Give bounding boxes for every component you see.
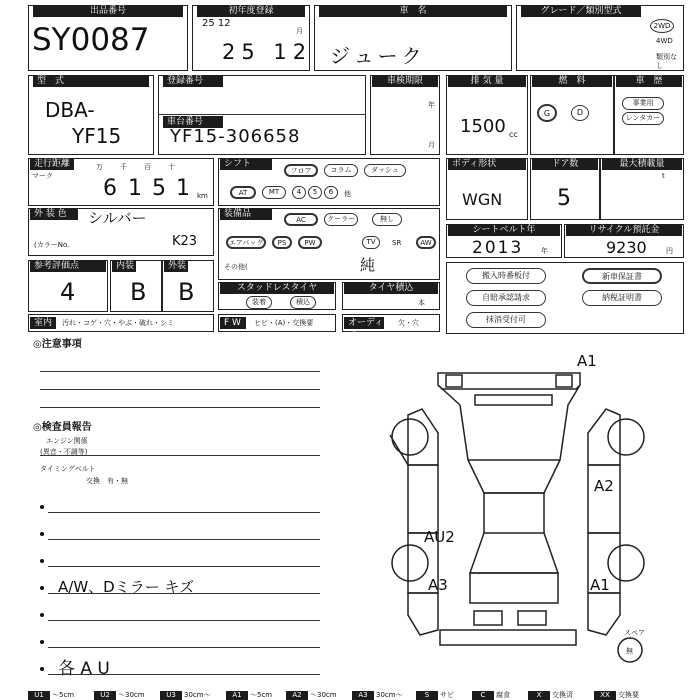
- equip-airbag-option: エアバッグ: [226, 236, 266, 249]
- type-label: 型 式: [33, 75, 149, 87]
- grade-label: グレード／類別型式: [521, 5, 641, 17]
- legend-val-a2: ～30cm: [310, 691, 337, 699]
- equip-ac-option: AC: [284, 213, 318, 226]
- studless-loaded-option: 積込: [290, 296, 316, 309]
- equip-aw-option: AW: [416, 236, 436, 249]
- fw-items: ヒビ・(A)・交換要: [254, 319, 314, 327]
- first-reg-month-suffix: 月: [296, 27, 303, 35]
- model-name-value: ジューク: [330, 44, 426, 68]
- fuel-g-option: G: [537, 104, 557, 122]
- mileage-digit-1: 6: [103, 176, 117, 201]
- equip-other-value: 純: [360, 256, 376, 274]
- caution-line-2: [40, 389, 320, 390]
- type-value-line2: YF15: [72, 124, 122, 148]
- inspection-month-label: 月: [428, 141, 435, 149]
- caution-title: ◎注意事項: [33, 339, 82, 350]
- damage-mark-left-rear: A3: [428, 576, 448, 594]
- roof: [484, 493, 544, 533]
- report-line-1: [48, 512, 320, 513]
- fuel-label: 燃 料: [532, 75, 612, 87]
- shift-at-option: AT: [230, 186, 256, 199]
- history-label: 車 歴: [616, 75, 682, 87]
- bonnet: [460, 385, 580, 460]
- equip-ps-option: PS: [272, 236, 292, 249]
- legend-key-u1: U1: [28, 691, 50, 700]
- right-front-wheel: [608, 419, 644, 455]
- legend-key-u3: U3: [160, 691, 182, 700]
- right-front-fender: [588, 409, 620, 465]
- history-business-option: 事業用: [622, 97, 664, 110]
- report-line-6: [48, 647, 320, 648]
- score-value: 4: [60, 278, 76, 306]
- audio-items: 欠・穴: [398, 319, 419, 327]
- lot-number-label: 出品番号: [33, 5, 183, 17]
- spare-label: スペア: [624, 629, 645, 637]
- fuel-d-option: D: [571, 105, 589, 121]
- capacity-unit: t: [662, 172, 665, 180]
- handwritten-note-1: A/W、Dミラー キズ: [58, 578, 195, 596]
- interior-condition-items: 汚れ・コゲ・穴・やぶ・破れ・シミ: [62, 319, 174, 327]
- shift-gear-5: 5: [308, 186, 322, 199]
- belt-label: シートベルト年: [448, 224, 560, 236]
- color-code-value: K23: [172, 234, 198, 249]
- bullet-3: [40, 559, 44, 563]
- model-name-label: 車 名: [319, 5, 507, 17]
- equip-sr-option: SR: [392, 239, 402, 247]
- doc-cancel-button: 抹消受付可: [466, 312, 546, 328]
- score-label: 参考評価点: [30, 260, 106, 272]
- equip-tv-option: TV: [362, 236, 380, 249]
- shift-floor-option: フロア: [284, 164, 318, 177]
- reg-divider: [158, 114, 366, 115]
- inspection-label: 車検期限: [372, 75, 438, 87]
- left-front-fender: [408, 409, 438, 465]
- legend-key-a2: A2: [286, 691, 308, 700]
- doors-label: ドア数: [532, 158, 598, 170]
- bullet-1: [40, 505, 44, 509]
- interior-score-value: B: [130, 278, 147, 306]
- capacity-label: 最大積載量: [602, 158, 682, 170]
- recycle-label: リサイクル預託金: [566, 224, 682, 236]
- bullet-6: [40, 640, 44, 644]
- drive-4wd-label: 4WD: [656, 37, 673, 45]
- mileage-unit-ju: 十: [168, 163, 175, 171]
- chassis-value: YF15-306658: [170, 126, 301, 147]
- displacement-box: [446, 75, 528, 155]
- rear-window: [470, 533, 558, 573]
- reg-number-label: 登録番号: [163, 75, 223, 87]
- report-line-4: [48, 593, 320, 594]
- first-reg-bottom: 25 12: [222, 40, 313, 64]
- doors-value: 5: [557, 186, 571, 211]
- lot-number-value: SY0087: [32, 22, 150, 58]
- belt-unit: 年: [541, 247, 548, 255]
- interior-score-label: 内装: [112, 260, 136, 272]
- bullet-5: [40, 613, 44, 617]
- displacement-unit: cc: [509, 130, 518, 139]
- engine-sub: (異音・不調等): [40, 448, 88, 456]
- color-code-label: (カラーNo.: [34, 241, 70, 249]
- legend-val-u1: ～5cm: [52, 691, 75, 699]
- report-line-2: [48, 539, 320, 540]
- shift-gear-4: 4: [292, 186, 306, 199]
- doc-plate-button: 搬入時番板付: [466, 268, 546, 284]
- displacement-value: 1500: [460, 116, 506, 137]
- belt-value: 2013: [472, 238, 524, 258]
- legend-key-c: C: [472, 691, 494, 700]
- mileage-km-unit: km: [197, 192, 208, 200]
- damage-mark-front: A1: [577, 352, 597, 370]
- handwritten-note-2: 各 A U: [58, 659, 110, 679]
- front-grille: [475, 395, 552, 405]
- caution-line-3: [40, 407, 320, 408]
- tire-unit: 本: [418, 299, 425, 307]
- mileage-unit-man: 万: [96, 163, 103, 171]
- drive-2wd-mark: 2WD: [650, 19, 674, 33]
- engine-line: [40, 455, 320, 456]
- doc-insurance-button: 自賠承認請求: [466, 290, 546, 306]
- inspection-year-label: 年: [428, 101, 435, 109]
- audio-label: オーディオ: [344, 317, 384, 329]
- engine-label: エンジン関係: [46, 437, 88, 445]
- color-value: シルバー: [88, 209, 147, 227]
- report-line-5: [48, 620, 320, 621]
- fw-label: F W: [220, 317, 246, 329]
- left-front-door: [408, 465, 438, 533]
- report-line-3: [48, 566, 320, 567]
- inspector-title: ◎検査員報告: [33, 422, 92, 433]
- doc-tax-button: 納税証明書: [582, 290, 662, 306]
- bullet-7: [40, 667, 44, 671]
- shift-gear-other: 他: [344, 190, 351, 198]
- bullet-2: [40, 532, 44, 536]
- rear-bumper: [440, 630, 576, 645]
- tire-label: タイヤ積込: [344, 282, 438, 294]
- legend-val-u2: ～30cm: [118, 691, 145, 699]
- legend-val-x: 交換済: [552, 691, 573, 699]
- body-label: ボディ形状: [448, 158, 526, 170]
- damage-mark-right-rear: A1: [590, 576, 610, 594]
- caution-line-1: [40, 371, 320, 372]
- exterior-score-value: B: [178, 278, 195, 306]
- studless-mounted-option: 装着: [246, 296, 272, 309]
- first-reg-label: 初年度登録: [197, 5, 305, 17]
- equip-none-option: 無し: [372, 213, 402, 226]
- type-value-line1: DBA-: [45, 98, 95, 122]
- legend-val-c: 腐食: [496, 691, 510, 699]
- recycle-unit: 円: [666, 247, 673, 255]
- damage-mark-right-front: A2: [594, 477, 614, 495]
- legend-key-u2: U2: [94, 691, 116, 700]
- trunk: [470, 573, 558, 603]
- spare-value: 無: [626, 647, 633, 655]
- mileage-unit-sen: 千: [120, 163, 127, 171]
- body-value: WGN: [462, 190, 503, 209]
- windshield: [468, 460, 560, 493]
- doc-warranty-button: 新車保証書: [582, 268, 662, 284]
- report-line-7: [48, 674, 320, 675]
- left-rear-quarter: [408, 593, 438, 635]
- legend-val-xx: 交換要: [618, 691, 639, 699]
- mileage-digit-3: 5: [152, 176, 166, 201]
- shift-column-option: コラム: [324, 164, 358, 177]
- shift-dash-option: ダッシュ: [364, 164, 406, 177]
- studless-label: スタッドレスタイヤ: [220, 282, 334, 294]
- legend-key-a1: A1: [226, 691, 248, 700]
- damage-mark-left-door: AU2: [424, 528, 455, 546]
- color-label: 外 装 色: [30, 208, 78, 220]
- history-rental-option: レンタカー: [622, 112, 664, 125]
- displacement-label: 排 気 量: [448, 75, 526, 87]
- legend-key-a3: A3: [352, 691, 374, 700]
- mileage-digit-4: 1: [176, 176, 190, 201]
- recycle-value: 9230: [606, 238, 647, 257]
- right-front-door: [588, 465, 620, 533]
- legend-val-s: サビ: [440, 691, 454, 699]
- mileage-unit-hyaku: 百: [144, 163, 151, 171]
- exterior-score-label: 外装: [164, 260, 188, 272]
- interior-condition-tag: 室内: [30, 317, 56, 329]
- equip-label: 装備品: [220, 208, 272, 220]
- first-reg-top: 25 12: [202, 18, 231, 29]
- legend-val-a3: 30cm～: [376, 691, 403, 699]
- shift-gear-6: 6: [324, 186, 338, 199]
- mileage-label: 走行距離: [30, 158, 74, 170]
- mileage-digit-2: 1: [128, 176, 142, 201]
- chassis-label: 車台番号: [163, 116, 223, 128]
- left-rear-wheel: [392, 545, 428, 581]
- mileage-mark-label: マーク: [32, 172, 53, 180]
- shift-label: シフト: [220, 158, 272, 170]
- equip-pw-option: PW: [298, 236, 322, 249]
- legend-key-x: X: [528, 691, 550, 700]
- right-rear-quarter: [588, 593, 620, 635]
- timing-label: タイミングベルト: [40, 465, 96, 473]
- bullet-4: [40, 586, 44, 590]
- shift-mt-option: MT: [262, 186, 286, 199]
- equip-other-label: その他(: [224, 263, 248, 271]
- left-front-wheel: [392, 419, 428, 455]
- legend-key-s: S: [416, 691, 438, 700]
- legend-val-u3: 30cm～: [184, 691, 211, 699]
- legend-val-a1: ～5cm: [250, 691, 273, 699]
- drive-none-label: 類別なし: [656, 53, 677, 70]
- timing-opts: 交換 有・無: [86, 477, 128, 485]
- legend-key-xx: XX: [594, 691, 616, 700]
- equip-cooler-option: クーラー: [324, 213, 358, 226]
- right-rear-wheel: [608, 545, 644, 581]
